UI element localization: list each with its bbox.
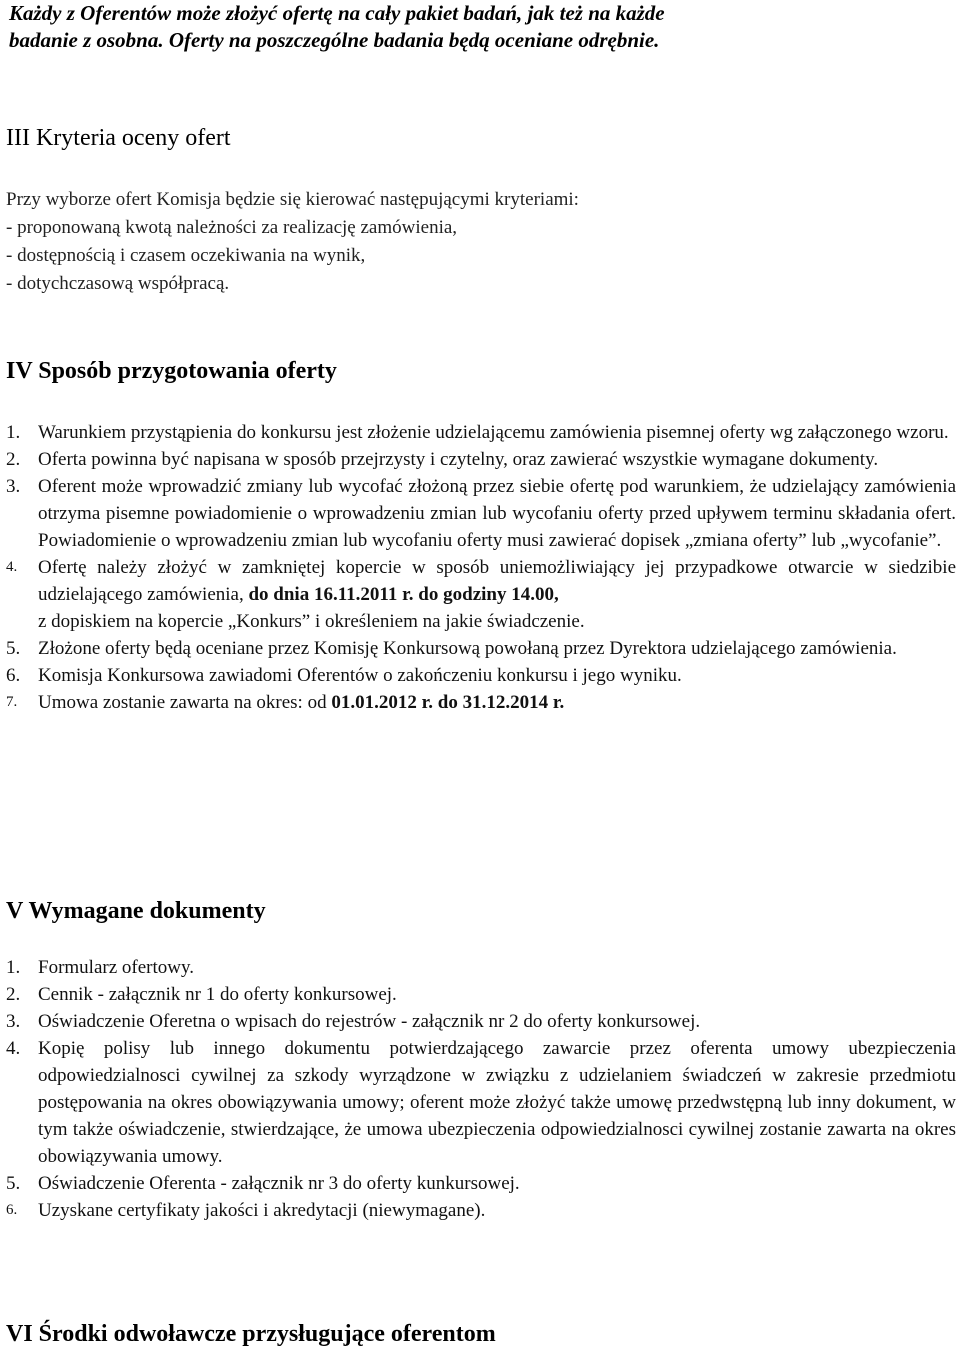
criteria-item: - proponowaną kwotą należności za realizację zamówienia,: [6, 217, 458, 238]
section-5-heading: V Wymagane dokumenty: [6, 898, 266, 924]
item-text: Cennik - załącznik nr 1 do oferty konkursowej.: [38, 984, 397, 1005]
item-number: 4.: [6, 1038, 21, 1059]
deadline-text: do dnia 16.11.2011 r. do godziny 14.00,: [248, 584, 559, 605]
list-item: [6, 1197, 956, 1224]
item-number: 2.: [6, 449, 21, 470]
item-number: 2.: [6, 984, 21, 1005]
contract-period-text: 01.01.2012 r. do 31.12.2014 r.: [331, 692, 565, 713]
item-number: 5.: [6, 1173, 21, 1194]
list-item: [6, 689, 956, 716]
item-text: z dopiskiem na kopercie „Konkurs” i określeniem na jakie świadczenie.: [38, 611, 585, 632]
item-text: Ofertę należy złożyć w zamkniętej kopercie w sposób uniemożliwiający jej przypadkowe otwarcie w siedzibie udzielającego zamówienia,: [38, 557, 956, 605]
item-text: Kopię polisy lub innego dokumentu potwierdzającego zawarcie przez oferenta umowy ubezpieczenia odpowiedzialnosci cywilnej za szkody wyrządzone w związku z udzielaniem świadczeń w zakresie przedmiotu postępowania na okres obowiązywania umowy; oferent może złożyć także umowę przedwstępną lub inny dokument, w tym także oświadczenie, stwierdzające, że umowa ubezpieczenia odpowiedzialnosci cywilnej zostanie zawarta na okres obowiązywania umowy.: [38, 1038, 956, 1167]
item-number: 1.: [6, 957, 21, 978]
list-item: [6, 1170, 956, 1197]
section-6-heading: VI Środki odwoławcze przysługujące oferentom: [6, 1321, 496, 1347]
intro-line-2: badanie z osobna. Oferty na poszczególne badania będą oceniane odrębnie.: [9, 28, 660, 52]
offer-preparation-list: [6, 419, 956, 716]
item-number: 4.: [6, 559, 18, 575]
item-text: Komisja Konkursowa zawiadomi Oferentów o zakończeniu konkursu i jego wyniku.: [38, 665, 682, 686]
section-3-heading: III Kryteria oceny ofert: [6, 125, 231, 151]
item-number: 6.: [6, 1202, 18, 1218]
criteria-item: - dostępnością i czasem oczekiwania na wynik,: [6, 245, 366, 266]
required-documents-list: [6, 954, 956, 1224]
list-item: [6, 954, 956, 981]
criteria-item: - dotychczasową współpracą.: [6, 273, 230, 294]
item-text: Umowa zostanie zawarta na okres: od: [38, 692, 332, 713]
item-text: Złożone oferty będą oceniane przez Komisję Konkursową powołaną przez Dyrektora udzielającego zamówienia.: [38, 638, 897, 659]
intro-line-1: Każdy z Oferentów może złożyć ofertę na cały pakiet badań, jak też na każde: [9, 1, 665, 25]
list-item: [6, 419, 956, 446]
list-item: [6, 1008, 956, 1035]
criteria-block: [6, 186, 579, 298]
item-number: 5.: [6, 638, 21, 659]
section-4-heading: IV Sposób przygotowania oferty: [6, 358, 337, 384]
item-text: Uzyskane certyfikaty jakości i akredytacji (niewymagane).: [38, 1200, 486, 1221]
intro-note: [9, 0, 954, 54]
item-text: Oferent może wprowadzić zmiany lub wycofać złożoną przez siebie ofertę pod warunkiem, że udzielający zamówienia otrzyma pisemne powiadomienie o wprowadzeniu zmian lub wycofaniu oferty przed upływem terminu składania ofert. Powiadomienie o wprowadzeniu zmian lub wycofaniu oferty musi zawierać dopisek „zmiana oferty” lub „wycofanie”.: [38, 476, 956, 551]
list-item: [6, 554, 956, 635]
item-number: 3.: [6, 476, 21, 497]
item-text: Formularz ofertowy.: [38, 957, 194, 978]
list-item: [6, 981, 956, 1008]
list-item: [6, 473, 956, 554]
item-number: 6.: [6, 665, 21, 686]
item-text: Oświadczenie Oferetna o wpisach do rejestrów - załącznik nr 2 do oferty konkursowej.: [38, 1011, 701, 1032]
item-text: Oferta powinna być napisana w sposób przejrzysty i czytelny, oraz zawierać wszystkie wymagane dokumenty.: [38, 449, 879, 470]
item-text: Warunkiem przystąpienia do konkursu jest złożenie udzielającemu zamówienia pisemnej oferty wg załączonego wzoru.: [38, 422, 949, 443]
list-item: [6, 1035, 956, 1170]
item-text: Oświadczenie Oferenta - załącznik nr 3 do oferty kunkursowej.: [38, 1173, 520, 1194]
item-number: 7.: [6, 694, 18, 710]
list-item: [6, 446, 956, 473]
criteria-lead: Przy wyborze ofert Komisja będzie się kierować następującymi kryteriami:: [6, 189, 579, 210]
list-item: [6, 662, 956, 689]
item-number: 3.: [6, 1011, 21, 1032]
list-item: [6, 635, 956, 662]
item-number: 1.: [6, 422, 21, 443]
